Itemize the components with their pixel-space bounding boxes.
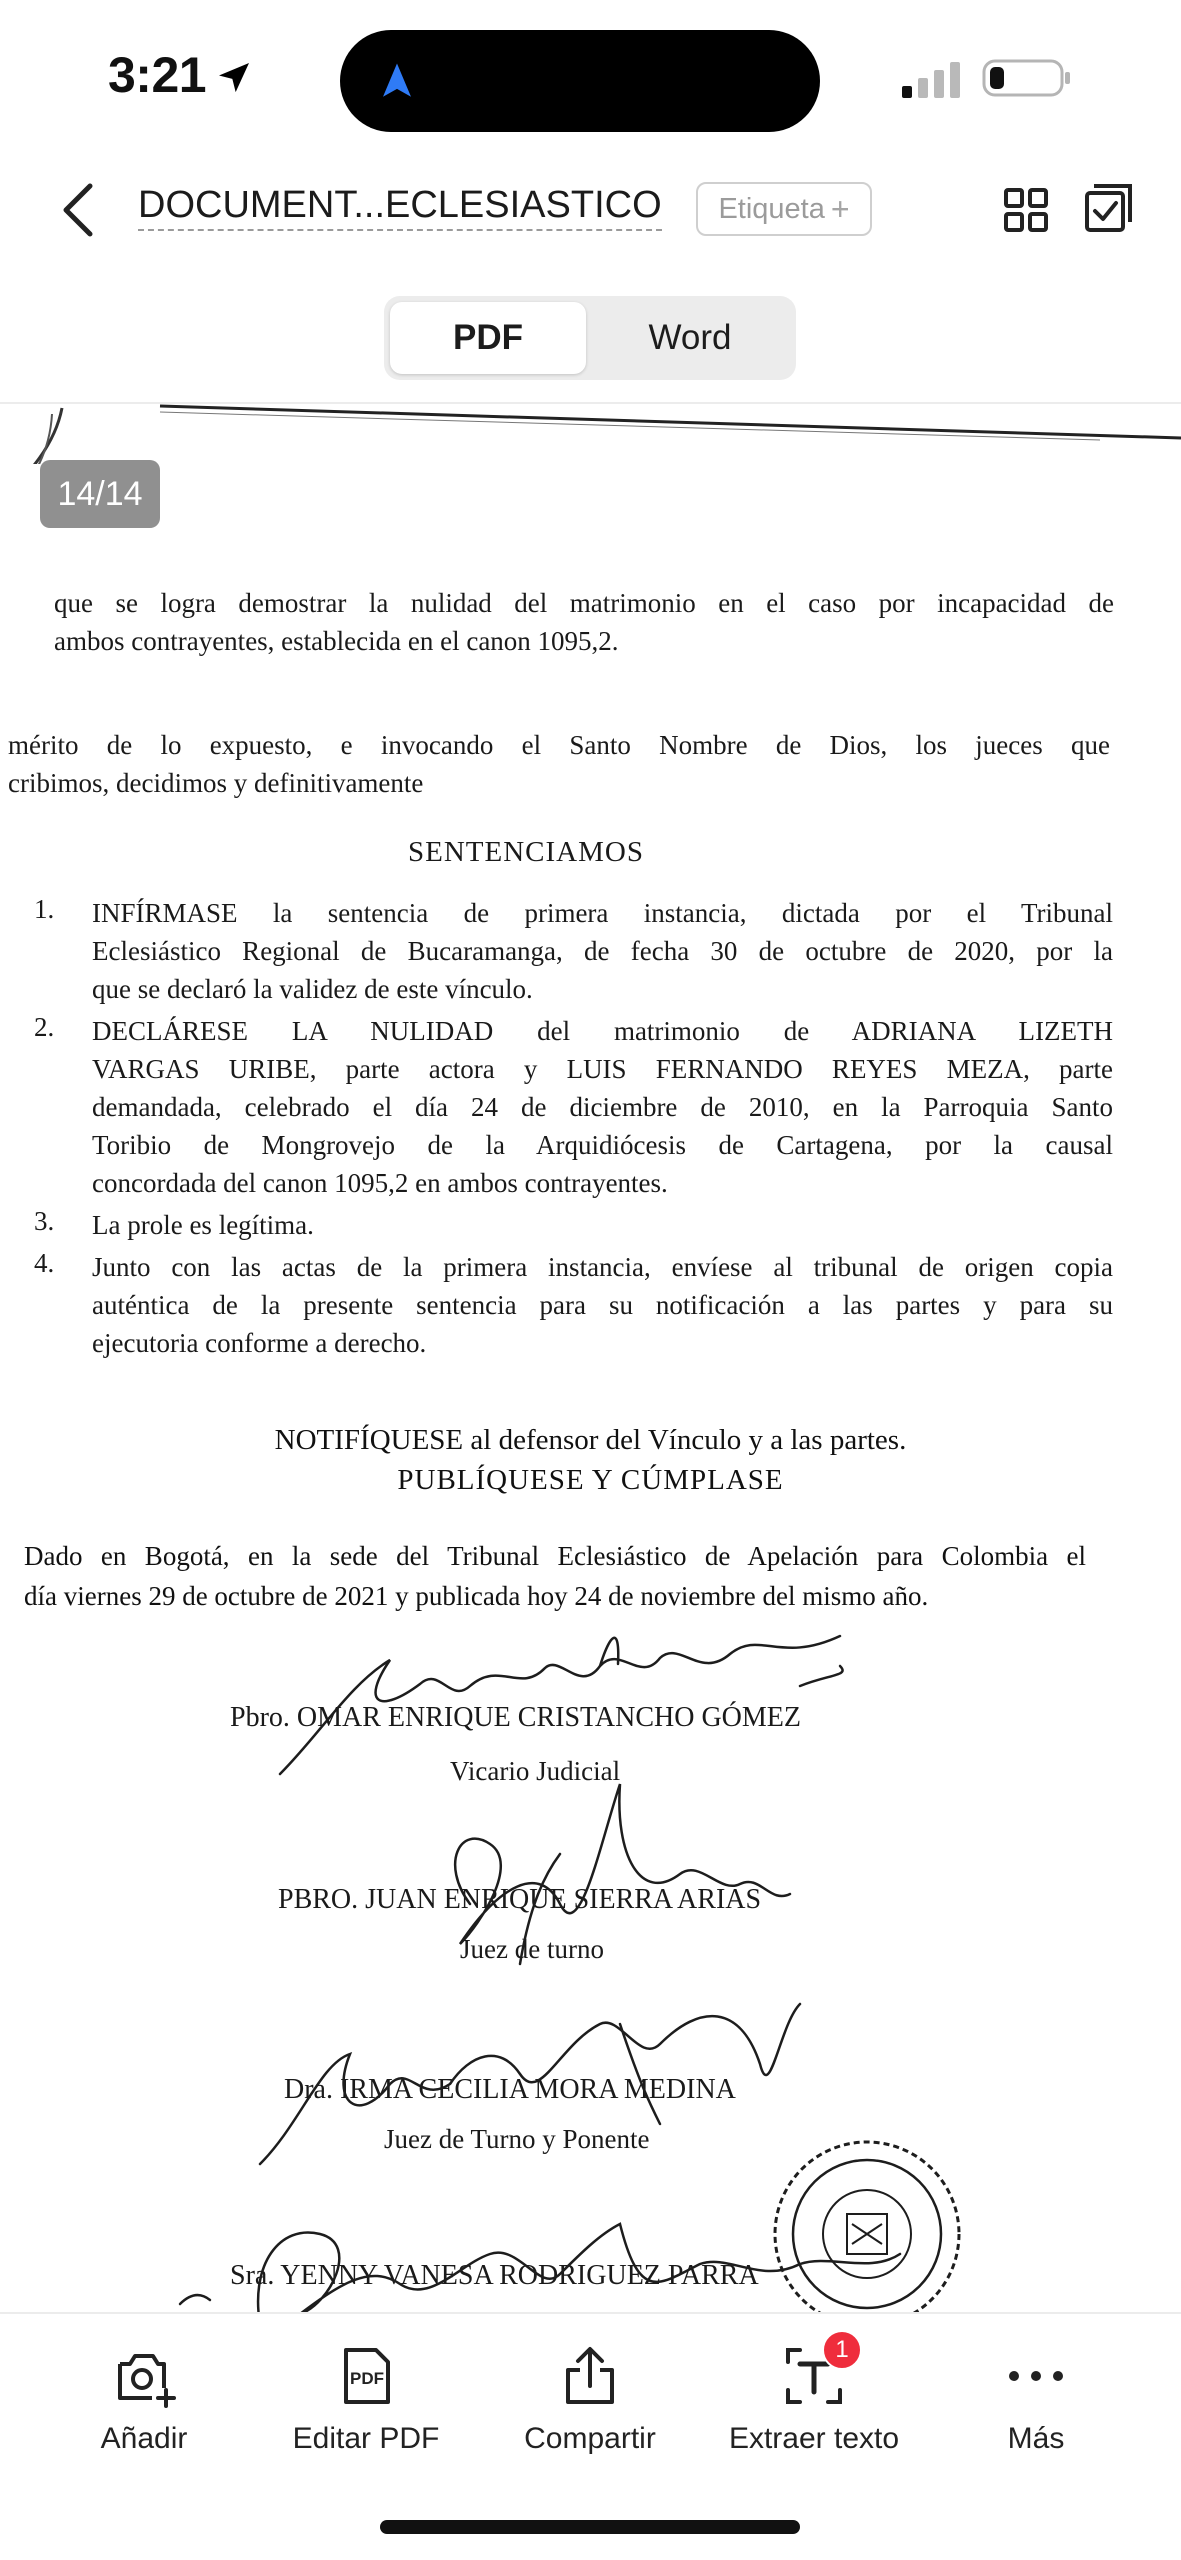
text-line: La prole es legítima. [92,1210,314,1240]
given-paragraph [24,1536,1086,1616]
extract-text-button[interactable] [704,2336,924,2476]
item-number: 1. [34,894,55,924]
dynamic-island [340,30,820,132]
item-number: 2. [34,1012,55,1042]
location-arrow-icon [214,58,254,98]
pdf-viewer[interactable] [0,404,1181,2312]
text-line: VARGAS URIBE, parte actora y LUIS FERNANDO REYES MEZA, parte [92,1054,1113,1084]
cellular-signal-icon [900,60,962,100]
text-line: Dado en Bogotá, en la sede del Tribunal Eclesiástico de Apelación para Colombia el [24,1541,1086,1571]
text-line: auténtica de la presente sentencia para su notificación a las partes y para su [92,1290,1113,1320]
extract-text-label: Extraer texto [728,2422,900,2455]
text-line: Junto con las actas de la primera instancia, envíese al tribunal de origen copia [92,1252,1113,1282]
more-button[interactable] [926,2336,1146,2476]
list-item [28,1248,1113,1362]
text-line: cribimos, decidimos y definitivamente [8,768,424,798]
text-line: DECLÁRESE LA NULIDAD del matrimonio de ADRIANA LIZETH [92,1016,1113,1046]
status-bar [0,0,1181,150]
notify-line: NOTIFÍQUESE al defensor del Vínculo y a las partes. [274,1424,907,1456]
list-item [28,1012,1113,1202]
list-item [28,894,1113,1008]
share-label: Compartir [524,2422,656,2455]
more-label: Más [1007,2422,1065,2455]
signatory-name: Pbro. OMAR ENRIQUE CRISTANCHO GÓMEZ [230,1702,801,1733]
share-icon [558,2344,622,2408]
format-toggle [384,296,796,380]
status-time: 3:21 [108,47,207,103]
app-header [0,150,1181,270]
select-check-icon[interactable] [1084,182,1134,234]
edit-pdf-button[interactable] [256,2336,476,2476]
tab-word[interactable]: Word [648,318,732,357]
sentence-heading: SENTENCIAMOS [408,836,644,868]
more-icon [1004,2344,1068,2408]
add-camera-icon [112,2344,176,2408]
plus-icon: + [830,190,850,227]
signatory-role: Juez de Turno y Ponente [384,2124,650,2154]
back-chevron-icon[interactable] [52,178,108,242]
add-label: Añadir [100,2422,188,2455]
signatory-name: PBRO. JUAN ENRIQUE SIERRA ARIAS [278,1884,762,1915]
svg-text:PDF: PDF [350,2369,384,2388]
text-line: Eclesiástico Regional de Bucaramanga, de fecha 30 de octubre de 2020, por la [92,936,1113,966]
document-title[interactable]: DOCUMENT...ECLESIASTICO [138,184,662,231]
extract-text-icon-wrap [782,2336,849,2408]
add-button[interactable] [34,2336,254,2476]
text-line: concordada del canon 1095,2 en ambos contrayentes. [92,1168,668,1198]
text-line: ambos contrayentes, establecida en el canon 1095,2. [54,626,619,656]
text-line: que se logra demostrar la nulidad del matrimonio en el caso por incapacidad de [54,588,1114,618]
signatory-role: Vicario Judicial [450,1756,621,1786]
grid-view-icon[interactable] [1002,186,1050,234]
tribunal-seal [752,2124,982,2312]
item-number: 3. [34,1206,55,1236]
text-line: INFÍRMASE la sentencia de primera instancia, dictada por el Tribunal [92,898,1113,928]
publish-line: PUBLÍQUESE Y CÚMPLASE [397,1464,784,1496]
text-line: demandada, celebrado el día 24 de diciembre de 2010, en la Parroquia Santo [92,1092,1113,1122]
edit-pdf-label: Editar PDF [292,2422,440,2455]
notification-badge: 1 [822,2330,862,2370]
tag-label: Etiqueta [718,192,825,225]
text-line: mérito de lo expuesto, e invocando el Santo Nombre de Dios, los jueces que [8,730,1110,760]
paragraph-2 [8,726,1110,802]
scan-edge-marks [0,404,1181,464]
signatory-name: Sra. YENNY VANESA RODRIGUEZ PARRA [230,2260,759,2291]
text-line: día viernes 29 de octubre de 2021 y publicada hoy 24 de noviembre del mismo año. [24,1581,929,1611]
item-number: 4. [34,1248,55,1278]
tag-button[interactable] [696,182,872,236]
battery-icon [982,58,1072,98]
page-indicator: 14/14 [40,460,160,528]
share-button[interactable] [480,2336,700,2476]
text-line: Toribio de Mongrovejo de la Arquidiócesis de Cartagena, por la causal [92,1130,1113,1160]
tab-pdf[interactable]: PDF [390,302,586,374]
text-line: que se declaró la validez de este vínculo. [92,974,533,1004]
edit-pdf-icon [334,2344,398,2408]
signatory-role: Juez de turno [460,1934,604,1964]
text-line: ejecutoria conforme a derecho. [92,1328,427,1358]
list-item [28,1206,1113,1244]
home-indicator [380,2520,800,2534]
sentence-items [28,894,1113,1366]
navigation-icon [376,60,418,102]
signatory-name: Dra. IRMA CECILIA MORA MEDINA [284,2074,736,2105]
paragraph-1 [54,584,1114,660]
